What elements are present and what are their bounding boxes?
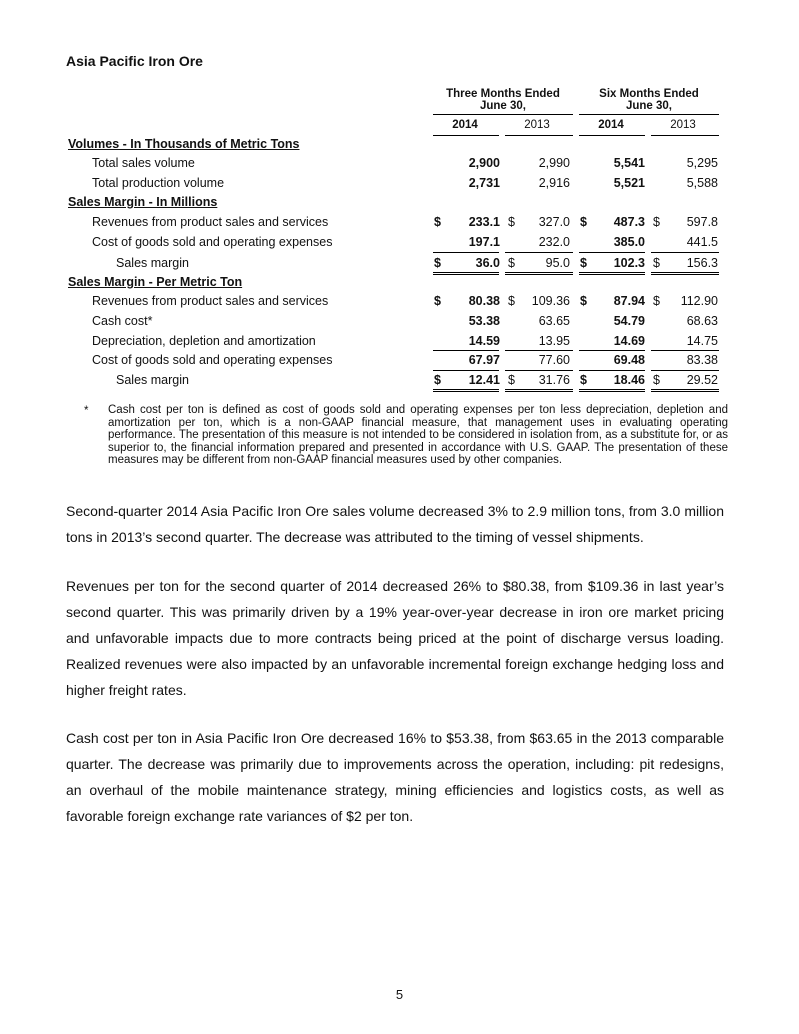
- col-group-line1: Three Months Ended: [446, 88, 560, 100]
- row-label: Revenues from product sales and services: [92, 215, 329, 229]
- row-label: Revenues from product sales and services: [92, 294, 329, 308]
- table-cell: 487.3: [613, 215, 645, 229]
- row-label: Cost of goods sold and operating expenses: [92, 353, 333, 367]
- currency-sign: $: [508, 373, 515, 387]
- table-cell: 327.0: [538, 215, 570, 229]
- table-cell: 80.38: [468, 294, 500, 308]
- currency-sign: $: [653, 294, 660, 308]
- table-cell: 2,900: [468, 156, 500, 170]
- currency-sign: $: [508, 215, 515, 229]
- table-cell: 36.0: [475, 256, 500, 270]
- col-group-line2: June 30,: [479, 100, 527, 112]
- table-cell: 2,731: [468, 176, 500, 190]
- table-cell: 385.0: [613, 235, 645, 249]
- subtotal-rule: [505, 370, 573, 371]
- table-cell: 5,588: [686, 176, 718, 190]
- table-cell: 77.60: [538, 353, 570, 367]
- col-group-line1: Six Months Ended: [599, 88, 699, 100]
- subtotal-rule: [651, 252, 719, 253]
- year-header: 2013: [670, 119, 696, 131]
- subtotal-rule: [433, 370, 499, 371]
- table-cell: 197.1: [468, 235, 500, 249]
- currency-sign: $: [580, 373, 587, 387]
- page-number: 5: [395, 987, 404, 1002]
- group-rule: [433, 114, 573, 115]
- year-header: 2014: [452, 119, 478, 131]
- table-cell: 13.95: [538, 334, 570, 348]
- row-label: Total production volume: [92, 176, 225, 190]
- total-rule: [505, 272, 573, 275]
- table-cell: 2,990: [538, 156, 570, 170]
- table-cell: 83.38: [686, 353, 718, 367]
- table-cell: 69.48: [613, 353, 645, 367]
- table-cell: 67.97: [468, 353, 500, 367]
- table-cell: 597.8: [686, 215, 718, 229]
- table-cell: 29.52: [686, 373, 718, 387]
- table-cell: 95.0: [545, 256, 570, 270]
- section-volumes: Volumes - In Thousands of Metric Tons: [68, 137, 300, 151]
- table-cell: 5,541: [613, 156, 645, 170]
- subtotal-rule: [433, 252, 499, 253]
- paragraph-revenues: Revenues per ton for the second quarter of 2014 decreased 26% to $80.38, from $109.36 in last year’s second quarter. This was primarily driven by a 19% year-over-year decrease in iron ore market pricing and unfavorable impacts due to more contracts being priced at the point of discharge versus loading. Realized revenues were also impacted by an unfavorable incremental foreign exchange hedging loss and higher freight rates.: [66, 578, 724, 698]
- table-cell: 53.38: [468, 314, 500, 328]
- currency-sign: $: [434, 256, 441, 270]
- row-label: Sales margin: [116, 256, 189, 270]
- table-cell: 31.76: [538, 373, 570, 387]
- table-cell: 441.5: [686, 235, 718, 249]
- table-cell: 14.75: [686, 334, 718, 348]
- currency-sign: $: [508, 294, 515, 308]
- year-header: 2014: [598, 119, 624, 131]
- paragraph-cash-cost: Cash cost per ton in Asia Pacific Iron Ore decreased 16% to $53.38, from $63.65 in the 2013 comparable quarter. The decrease was primarily due to improvements across the operation, including: pit redesigns, an overhaul of the mobile maintenance strategy, mining efficiencies and logistics costs, as well as favorable foreign exchange rate variances of $2 per ton.: [66, 730, 724, 824]
- subtotal-rule: [651, 370, 719, 371]
- paragraph-sales-volume: Second-quarter 2014 Asia Pacific Iron Ore sales volume decreased 3% to 2.9 million tons, from 3.0 million tons in 2013’s second quarter. The decrease was attributed to the timing of vessel shipments.: [66, 503, 724, 545]
- year-rule: [651, 135, 719, 136]
- total-rule: [651, 272, 719, 275]
- table-cell: 63.65: [538, 314, 570, 328]
- total-rule: [433, 389, 499, 392]
- currency-sign: $: [580, 256, 587, 270]
- subtotal-rule: [579, 350, 645, 351]
- currency-sign: $: [434, 373, 441, 387]
- table-cell: 18.46: [613, 373, 645, 387]
- currency-sign: $: [434, 215, 441, 229]
- subtotal-rule: [651, 350, 719, 351]
- currency-sign: $: [434, 294, 441, 308]
- table-cell: 14.59: [468, 334, 500, 348]
- col-group-six-months: [579, 88, 719, 112]
- row-label: Cost of goods sold and operating expenses: [92, 235, 333, 249]
- group-rule: [579, 114, 719, 115]
- table-cell: 54.79: [613, 314, 645, 328]
- subtotal-rule: [505, 350, 573, 351]
- subtotal-rule: [579, 370, 645, 371]
- total-rule: [579, 272, 645, 275]
- row-label: Cash cost*: [92, 314, 153, 328]
- row-label: Total sales volume: [92, 156, 195, 170]
- currency-sign: $: [508, 256, 515, 270]
- section-margin-millions: Sales Margin - In Millions: [68, 195, 218, 209]
- year-rule: [579, 135, 645, 136]
- footnote-marker: *: [84, 405, 89, 417]
- table-cell: 14.69: [613, 334, 645, 348]
- currency-sign: $: [653, 373, 660, 387]
- footnote-text: Cash cost per ton is defined as cost of goods sold and operating expenses per ton less depreciation, depletion and amortization per ton, which is a non-GAAP financial measure, that management uses in evaluating operating performance. The presentation of this measure is not intended to be considered in isolation from, as a substitute for, or as superior to, the financial information prepared and presented in accordance with U.S. GAAP. The presentation of these measures may be different from non-GAAP financial measures used by other companies.: [108, 404, 728, 466]
- table-cell: 5,295: [686, 156, 718, 170]
- row-label: Depreciation, depletion and amortization: [92, 334, 316, 348]
- table-cell: 102.3: [613, 256, 645, 270]
- total-rule: [433, 272, 499, 275]
- subtotal-rule: [505, 252, 573, 253]
- year-rule: [433, 135, 499, 136]
- table-cell: 156.3: [686, 256, 718, 270]
- col-group-three-months: [433, 88, 573, 112]
- table-cell: 68.63: [686, 314, 718, 328]
- table-cell: 109.36: [531, 294, 570, 308]
- table-cell: 232.0: [538, 235, 570, 249]
- currency-sign: $: [580, 215, 587, 229]
- table-cell: 2,916: [538, 176, 570, 190]
- section-margin-per-ton: Sales Margin - Per Metric Ton: [68, 275, 243, 289]
- subtotal-rule: [579, 252, 645, 253]
- currency-sign: $: [653, 215, 660, 229]
- total-rule: [579, 389, 645, 392]
- table-cell: 112.90: [680, 294, 718, 308]
- table-cell: 233.1: [468, 215, 500, 229]
- page-title: Asia Pacific Iron Ore: [66, 53, 203, 69]
- subtotal-rule: [433, 350, 499, 351]
- col-group-line2: June 30,: [625, 100, 673, 112]
- table-cell: 87.94: [613, 294, 645, 308]
- year-rule: [505, 135, 573, 136]
- currency-sign: $: [653, 256, 660, 270]
- table-cell: 12.41: [468, 373, 500, 387]
- total-rule: [505, 389, 573, 392]
- year-header: 2013: [524, 119, 550, 131]
- row-label: Sales margin: [116, 373, 189, 387]
- currency-sign: $: [580, 294, 587, 308]
- total-rule: [651, 389, 719, 392]
- table-cell: 5,521: [613, 176, 645, 190]
